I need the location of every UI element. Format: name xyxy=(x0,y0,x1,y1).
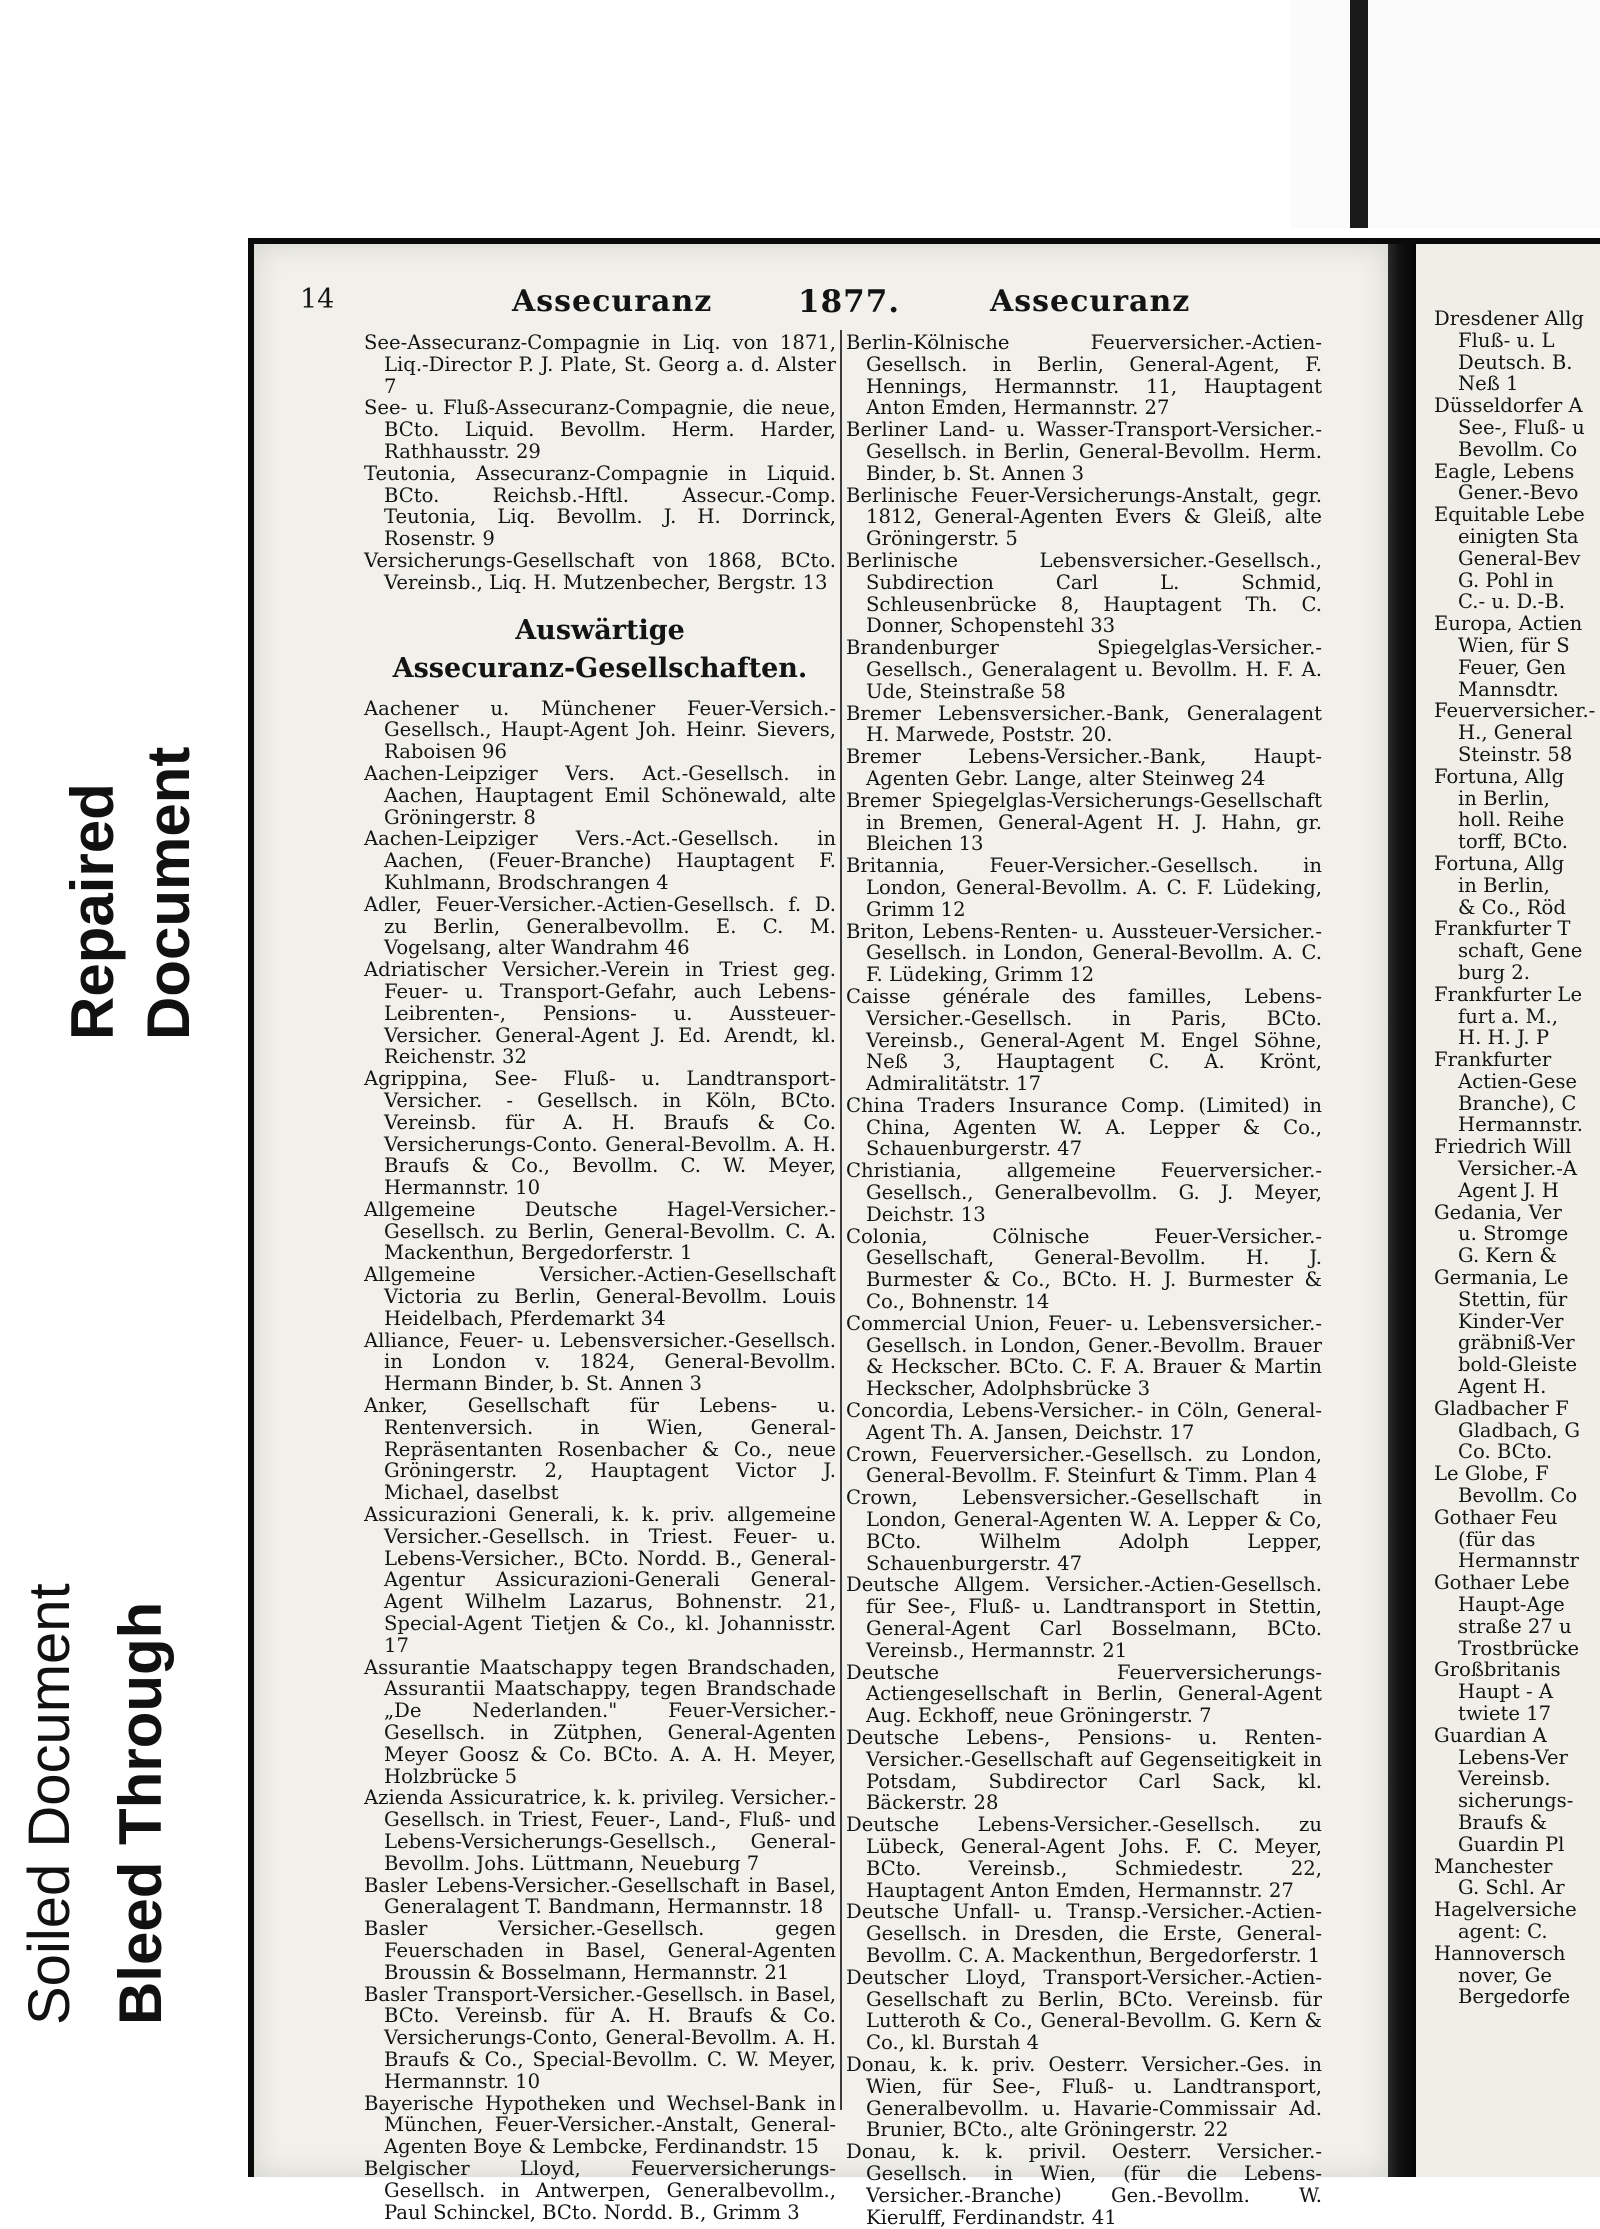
list-item: Adler, Feuer-Versicher.-Actien-Gesellsch. f. D. zu Berlin, Generalbevollm. E. C. M. Vogelsang, alter Wandrahm 46 xyxy=(364,892,836,960)
list-item: Donau, k. k. privil. Oesterr. Versicher.-Gesellsch. in Wien, (für die Lebens-Versicher.-Branche) Gen.-Bevollm. W. Kierulff, Ferdinandstr. 41 xyxy=(846,2140,1322,2229)
list-item: Gladbacher F xyxy=(1434,1396,1569,1420)
list-item: twiete 17 xyxy=(1458,1702,1552,1725)
list-item: Le Globe, F xyxy=(1434,1462,1549,1486)
list-item: furt a. M., xyxy=(1458,1004,1558,1028)
list-item: Gedania, Ver xyxy=(1434,1200,1562,1224)
list-item: Basler Versicher.-Gesellsch. gegen Feuerschaden in Basel, General-Agenten Broussin & Bosselmann, Hermannstr. 21 xyxy=(364,1917,836,1984)
list-item: Basler Transport-Versicher.-Gesellsch. in Basel, BCto. Vereinsb. für A. H. Braufs & Co. Versicherungs-Conto, General-Bevollm. A. H. Braufs & Co., Special-Bevollm. C. W. Meyer, Hermannstr. 10 xyxy=(364,1982,836,2093)
left-top-entries xyxy=(364,332,836,594)
list-item: China Traders Insurance Comp. (Limited) in China, Agenten W. A. Lepper & Co., Schauenburgerstr. 47 xyxy=(846,1093,1322,1161)
list-item: holl. Reihe xyxy=(1458,808,1565,832)
list-item: Concordia, Lebens-Versicher.- in Cöln, General-Agent Th. A. Jansen, Deichstr. 17 xyxy=(846,1399,1322,1444)
list-item: Agent H. xyxy=(1458,1375,1547,1399)
list-item: Mannsdtr. xyxy=(1458,677,1559,701)
list-item: Fluß- u. L xyxy=(1458,328,1555,352)
list-item: Aachener u. Münchener Feuer-Versich.-Gesellsch., Haupt-Agent Joh. Heinr. Sievers, Raboisen 96 xyxy=(364,696,836,764)
list-item: Agent J. H xyxy=(1458,1178,1559,1202)
list-item: Bremer Spiegelglas-Versicherungs-Gesellschaft in Bremen, General-Agent H. J. Hahn, gr. Bleichen 13 xyxy=(846,788,1322,856)
list-item: Brandenburger Spiegelglas-Versicher.-Gesellsch., Generalagent u. Bevollm. H. F. A. Ude, Steinstraße 58 xyxy=(846,636,1322,703)
page-header xyxy=(300,284,1360,330)
section-subheading: Assecuranz-Gesellschaften. xyxy=(392,652,808,684)
list-item: Alliance, Feuer- u. Lebensversicher.-Gesellsch. in London v. 1824, General-Bevollm. Hermann Binder, b. St. Annen 3 xyxy=(364,1328,836,1396)
page-edge-shadow xyxy=(1350,0,1368,228)
top-margin-band xyxy=(1290,0,1600,228)
list-item: See-, Fluß- u xyxy=(1458,415,1585,439)
list-item: Crown, Lebensversicher.-Gesellschaft in London, General-Agenten W. A. Lepper & Co, BCto. Wilhelm Adolph Lepper, Schauenburgerstr. 47 xyxy=(846,1486,1322,1575)
list-item: Equitable Lebe xyxy=(1434,503,1585,527)
list-item: H. H. J. P xyxy=(1458,1026,1550,1050)
list-item: gräbniß-Ver xyxy=(1458,1331,1575,1355)
list-item: Caisse générale des familles, Lebens-Versicher.-Gesellsch. in Paris, BCto. Vereinsb., General-Agent M. Engel Söhne, Neß 3, Hauptagent C. A. Krönt, Admiralitätstr. 17 xyxy=(846,984,1322,1096)
list-item: Fortuna, Allg xyxy=(1434,851,1565,875)
list-item: Germania, Le xyxy=(1434,1266,1569,1290)
list-item: Braufs & xyxy=(1458,1810,1548,1834)
list-item: Gladbach, G xyxy=(1458,1418,1581,1442)
list-item: Hermannstr xyxy=(1458,1549,1579,1573)
repaired-label: Repaired xyxy=(59,783,126,1040)
list-item: Aachen-Leipziger Vers. Act.-Gesellsch. in Aachen, Hauptagent Emil Schönewald, alte Gröningerstr. 8 xyxy=(364,761,836,829)
list-item: Bremer Lebensversicher.-Bank, Generalagent H. Marwede, Poststr. 20. xyxy=(846,701,1322,747)
list-item: Neß 1 xyxy=(1458,372,1519,396)
list-item: Lebens-Ver xyxy=(1458,1745,1568,1769)
list-item: Frankfurter xyxy=(1434,1048,1552,1072)
list-item: & Co., Röd xyxy=(1458,895,1566,919)
list-item: Deutsche Lebens-, Pensions- u. Renten-Versicher.-Gesellschaft auf Gegenseitigkeit in Potsdam, Subdirector Carl Sack, kl. Bäckerstr. 28 xyxy=(846,1726,1322,1815)
list-item: Bevollm. Co xyxy=(1458,437,1578,461)
list-item: Allgemeine Versicher.-Actien-Gesellschaft Victoria zu Berlin, General-Bevollm. Louis Heidelbach, Pferdemarkt 34 xyxy=(364,1263,836,1330)
list-item: See-Assecuranz-Compagnie in Liq. von 1871, Liq.-Director P. J. Plate, St. Georg a. d. Alster 7 xyxy=(364,331,836,398)
list-item: Belgischer Lloyd, Feuerversicherungs-Gesellsch. in Antwerpen, Generalbevollm., Paul Schinckel, BCto. Nordd. B., Grimm 3 xyxy=(364,2156,836,2224)
header-year: 1877. xyxy=(798,284,901,320)
list-item: Friedrich Will xyxy=(1434,1135,1572,1159)
list-item: Gothaer Feu xyxy=(1434,1505,1558,1529)
list-item: Donau, k. k. priv. Oesterr. Versicher.-Ges. in Wien, für See-, Fluß- u. Landtransport, Generalbevollm. u. Havarie-Commissair Ad. Brunier, BCto., alte Gröningerstr. 22 xyxy=(846,2052,1322,2142)
list-item: Bayerische Hypotheken und Wechsel-Bank in München, Feuer-Versicher.-Anstalt, General-Agenten Boye & Lembcke, Ferdinandstr. 15 xyxy=(364,2091,836,2159)
list-item: Haupt - A xyxy=(1458,1680,1554,1704)
list-item: in Berlin, xyxy=(1458,873,1550,897)
list-item: agent: C. xyxy=(1458,1919,1548,1943)
list-item: Hannoversch xyxy=(1434,1941,1566,1965)
list-item: Deutsche Allgem. Versicher.-Actien-Gesellsch. für See-, Fluß- u. Landtransport in Stettin, General-Agent Carl Bosselmann, BCto. Vereinsb., Hermannstr. 21 xyxy=(846,1573,1322,1662)
list-item: Haupt-Age xyxy=(1458,1593,1565,1617)
list-item: Branche), C xyxy=(1458,1091,1577,1115)
list-item: Deutsche Feuerversicherungs-Actiengesellschaft in Berlin, General-Agent Aug. Eckhoff, neue Gröningerstr. 7 xyxy=(846,1660,1322,1728)
list-item: Berlinische Lebensversicher.-Gesellsch., Subdirection Carl L. Schmid, Schleusenbrücke 8, Hauptagent Th. C. Donner, Schopenstehl 33 xyxy=(846,548,1322,638)
list-item: Fortuna, Allg xyxy=(1434,764,1565,788)
right-entries xyxy=(846,332,1322,2228)
list-item: Versicher.-A xyxy=(1458,1157,1578,1181)
list-item: Frankfurter Le xyxy=(1434,982,1583,1006)
list-item: Colonia, Cölnische Feuer-Versicher.-Gesellschaft, General-Bevollm. H. J. Burmester & Co., BCto. H. J. Burmester & Co., Bohnenstr. 14 xyxy=(846,1224,1322,1314)
list-item: Kinder-Ver xyxy=(1458,1309,1564,1333)
list-item: straße 27 u xyxy=(1458,1614,1572,1638)
list-item: Assicurazioni Generali, k. k. priv. allgemeine Versicher.-Gesellsch. in Triest. Feuer- u. Lebens-Versicher., BCto. Nordd. B., General-Agentur Assicurazioni-Generali General-Agent Wilhelm Lazarus, Bohnenstr. 21, Special-Agent Tietjen & Co., kl. Johannisstr. 17 xyxy=(364,1503,836,1657)
list-item: Eagle, Lebens xyxy=(1434,459,1575,483)
list-item: Briton, Lebens-Renten- u. Aussteuer-Versicher.-Gesellsch. in London, General-Bevollm. A. C. F. Lüdeking, Grimm 12 xyxy=(846,919,1322,987)
page-number: 14 xyxy=(300,284,335,315)
list-item: See- u. Fluß-Assecuranz-Compagnie, die neue, BCto. Liquid. Bevollm. Herm. Harder, Rathhausstr. 29 xyxy=(364,396,836,463)
list-item: Guardin Pl xyxy=(1458,1832,1565,1856)
list-item: u. Stromge xyxy=(1458,1222,1569,1246)
list-item: Stettin, für xyxy=(1458,1287,1568,1311)
next-page-lines xyxy=(1416,308,1595,2008)
list-item: einigten Sta xyxy=(1458,524,1579,548)
list-item: Berliner Land- u. Wasser-Transport-Versicher.-Gesellsch. in Berlin, General-Bevollm. Herm. Binder, b. St. Annen 3 xyxy=(846,418,1322,485)
list-item: Deutsch. B. xyxy=(1458,350,1573,374)
left-entries xyxy=(364,698,836,2224)
bleed-through-label: Bleed Through xyxy=(107,1601,174,2025)
list-item: Steinstr. 58 xyxy=(1458,742,1573,766)
list-item: Feuer, Gen xyxy=(1458,655,1566,679)
list-item: Vereinsb. xyxy=(1458,1767,1551,1791)
list-item: Teutonia, Assecuranz-Compagnie in Liquid. BCto. Reichsb.-Hftl. Assecur.-Comp. Teutonia, Liq. Bevollm. J. H. Dorrinck, Rosenstr. 9 xyxy=(364,461,836,551)
list-item: H., General xyxy=(1458,721,1573,745)
list-item: (für das xyxy=(1458,1527,1536,1551)
list-item: nover, Ge xyxy=(1458,1963,1552,1987)
list-item: Basler Lebens-Versicher.-Gesellschaft in Basel, Generalagent T. Bandmann, Hermannstr. 18 xyxy=(364,1873,836,1919)
list-item: Commercial Union, Feuer- u. Lebensversicher.-Gesellsch. in London, Gener.-Bevollm. Brauer & Heckscher. BCto. C. F. A. Brauer & Martin Heckscher, Adolphsbrücke 3 xyxy=(846,1311,1322,1401)
list-item: Adriatischer Versicher.-Verein in Triest geg. Feuer- u. Transport-Gefahr, auch Lebens-Leibrenten-, Pensions- u. Aussteuer-Versicher. General-Agent J. Ed. Arendt, kl. Reichenstr. 32 xyxy=(364,958,836,1069)
list-item: Assurantie Maatschappy tegen Brandschaden, Assurantii Maatschappy, tegen Brandschade „De Nederlanden." Feuer-Versicher.-Gesellsch. in Zütphen, General-Agenten Meyer Goosz & Co. BCto. A. A. H. Meyer, Holzbrücke 5 xyxy=(364,1655,836,1788)
column-divider xyxy=(840,330,842,2110)
next-page-fragment xyxy=(1416,244,1600,2177)
list-item: Frankfurter T xyxy=(1434,917,1571,941)
book-gutter xyxy=(1388,244,1416,2177)
list-item: Azienda Assicuratrice, k. k. privileg. Versicher.-Gesellsch. in Triest, Feuer-, Land-, Fluß- und Lebens-Versicherungs-Gesellsch., General-Bevollm. Johs. Lüttmann, Neueburg 7 xyxy=(364,1786,836,1875)
list-item: Bevollm. Co xyxy=(1458,1484,1578,1508)
list-item: bold-Gleiste xyxy=(1458,1353,1578,1377)
list-item: Großbritanis xyxy=(1434,1658,1561,1682)
list-item: G. Schl. Ar xyxy=(1458,1876,1565,1900)
list-item: Feuerversicher.- xyxy=(1434,699,1596,723)
section-heading: Auswärtige xyxy=(515,614,685,646)
list-item: Deutsche Lebens-Versicher.-Gesellsch. zu Lübeck, General-Agent Johs. F. C. Meyer, BCto. Vereinsb., Schmiedestr. 22, Hauptagent Anton Emden, Hermannstr. 27 xyxy=(846,1813,1322,1902)
list-item: Hermannstr. xyxy=(1458,1113,1583,1137)
repaired-document-label: Document xyxy=(135,746,202,1040)
list-item: Bremer Lebens-Versicher.-Bank, Haupt-Agenten Gebr. Lange, alter Steinweg 24 xyxy=(846,745,1322,790)
list-item: schaft, Gene xyxy=(1458,939,1583,963)
list-item: Deutscher Lloyd, Transport-Versicher.-Actien-Gesellschaft zu Berlin, BCto. Vereinsb. für Lutteroth & Co., General-Bevollm. G. Kern & Co., kl. Burstah 4 xyxy=(846,1965,1322,2055)
list-item: Guardian A xyxy=(1434,1723,1547,1747)
list-item: Trostbrücke xyxy=(1458,1636,1580,1660)
list-item: torff, BCto. xyxy=(1458,830,1569,854)
list-item: Berlinische Feuer-Versicherungs-Anstalt, gegr. 1812, General-Agenten Evers & Gleiß, alte Gröningerstr. 5 xyxy=(846,483,1322,551)
left-column xyxy=(364,332,836,2223)
list-item: Deutsche Unfall- u. Transp.-Versicher.-Actien-Gesellsch. in Dresden, die Erste, General-Bevollm. C. A. Mackenthun, Bergedorferstr. 1 xyxy=(846,1900,1322,1967)
header-title-left: Assecuranz xyxy=(512,284,713,319)
list-item: G. Kern & xyxy=(1458,1244,1557,1268)
list-item: Allgemeine Deutsche Hagel-Versicher.-Gesellsch. zu Berlin, General-Bevollm. C. A. Mackenthun, Bergedorferstr. 1 xyxy=(364,1197,836,1265)
list-item: Crown, Feuerversicher.-Gesellsch. zu London, General-Bevollm. F. Steinfurt & Timm. Plan 4 xyxy=(846,1442,1322,1488)
list-item: burg 2. xyxy=(1458,960,1530,984)
soiled-document-label: Soiled Document xyxy=(17,1583,82,2025)
list-item: in Berlin, xyxy=(1458,786,1550,810)
list-item: Christiania, allgemeine Feuerversicher.-Gesellsch., Generalbevollm. G. J. Meyer, Deichstr. 13 xyxy=(846,1159,1322,1226)
list-item: Bergedorfe xyxy=(1458,1985,1571,2009)
list-item: Agrippina, See- Fluß- u. Landtransport-Versicher. - Gesellsch. in Köln, BCto. Vereinsb. für A. H. Braufs & Co. Versicherungs-Conto. General-Bevollm. A. H. Braufs & Co., Bevollm. C. W. Meyer, Hermannstr. 10 xyxy=(364,1067,836,1200)
list-item: Actien-Gese xyxy=(1458,1069,1577,1093)
right-column xyxy=(846,332,1322,2228)
list-item: Berlin-Kölnische Feuerversicher.-Actien-Gesellsch. in Berlin, General-Agent, F. Hennings, Hermannstr. 11, Hauptagent Anton Emden, Hermannstr. 27 xyxy=(846,331,1322,420)
list-item: Manchester xyxy=(1434,1854,1553,1878)
list-item: G. Pohl in xyxy=(1458,568,1554,592)
list-item: sicherungs- xyxy=(1458,1789,1574,1813)
list-item: Wien, für S xyxy=(1458,633,1570,657)
list-item: Aachen-Leipziger Vers.-Act.-Gesellsch. in Aachen, (Feuer-Branche) Hauptagent F. Kuhlmann, Brodschrangen 4 xyxy=(364,827,836,894)
list-item: C.- u. D.-B. xyxy=(1458,590,1565,614)
list-item: Co. BCto. xyxy=(1458,1440,1553,1464)
list-item: Dresdener Allg xyxy=(1434,307,1584,330)
header-title-right: Assecuranz xyxy=(990,284,1191,319)
list-item: Britannia, Feuer-Versicher.-Gesellsch. in London, General-Bevollm. A. C. F. Lüdeking, Grimm 12 xyxy=(846,854,1322,921)
list-item: Gener.-Bevo xyxy=(1458,481,1579,505)
list-item: Gothaer Lebe xyxy=(1434,1571,1570,1595)
list-item: Hagelversiche xyxy=(1434,1898,1577,1922)
list-item: Versicherungs-Gesellschaft von 1868, BCto. Vereinsb., Liq. H. Mutzenbecher, Bergstr. 13 xyxy=(364,548,836,594)
list-item: Düsseldorfer A xyxy=(1434,394,1583,418)
list-item: General-Bev xyxy=(1458,546,1581,570)
list-item: Europa, Actien xyxy=(1434,612,1583,636)
list-item: Anker, Gesellschaft für Lebens- u. Rentenversich. in Wien, General-Repräsentanten Rosenbacher & Co., neue Gröningerstr. 2, Hauptagent Victor J. Michael, daselbst xyxy=(364,1394,836,1505)
